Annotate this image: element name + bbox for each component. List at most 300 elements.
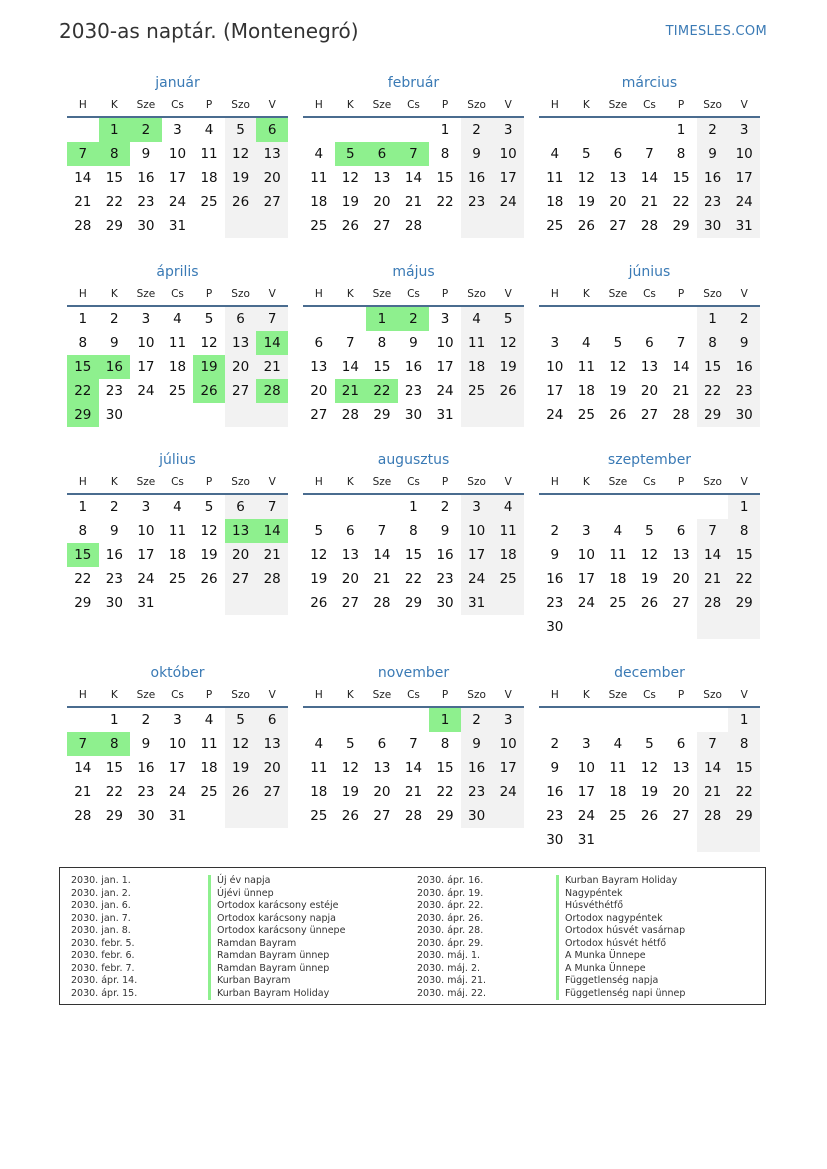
day-cell: 22: [728, 780, 760, 804]
empty-cell: [697, 615, 729, 639]
day-cell: 14: [256, 331, 288, 355]
weekday-label: P: [205, 476, 213, 488]
day-cell: 26: [225, 190, 257, 214]
day-cell: 10: [137, 523, 155, 539]
day-cell: 22: [366, 379, 398, 403]
day-cell: 9: [110, 523, 119, 539]
day-cell: 17: [168, 170, 187, 186]
legend-date: 2030. jan. 2.: [71, 887, 131, 899]
weekday-label: P: [441, 689, 449, 701]
day-cell: 4: [613, 523, 623, 539]
day-cell: 20: [341, 571, 359, 587]
day-cell: 17: [168, 760, 187, 776]
empty-cell: [162, 591, 194, 615]
weekday-label: Szo: [703, 689, 722, 701]
day-cell: 23: [546, 808, 564, 824]
day-cell: 23: [461, 780, 493, 804]
day-cell: 27: [609, 218, 627, 234]
day-cell: 21: [404, 194, 423, 210]
day-cell: 2: [110, 499, 119, 515]
month-name: február: [387, 75, 440, 91]
day-cell: 28: [373, 595, 391, 611]
day-cell: 1: [440, 122, 450, 138]
day-grid: [539, 708, 760, 852]
day-cell: 4: [314, 146, 324, 162]
day-cell: 13: [373, 170, 391, 186]
weekday-label: V: [268, 476, 276, 488]
empty-cell: [335, 708, 367, 732]
legend-holiday-name: Kurban Bayram Holiday: [208, 988, 345, 1001]
empty-cell: [225, 804, 257, 828]
day-cell: 6: [377, 736, 387, 752]
weekday-label: H: [78, 689, 87, 701]
day-cell: 20: [373, 194, 391, 210]
weekday-label: Cs: [171, 476, 184, 488]
weekday-header: [539, 94, 760, 118]
empty-cell: [665, 495, 697, 519]
empty-cell: [225, 403, 257, 427]
month-name: július: [159, 452, 196, 468]
weekday-label: Szo: [703, 476, 722, 488]
day-cell: 29: [105, 218, 123, 234]
empty-cell: [225, 214, 257, 238]
legend-holiday-name: Ramdan Bayram ünnep: [208, 950, 345, 963]
day-cell: 10: [461, 519, 493, 543]
day-grid: [539, 495, 760, 639]
weekday-header: [539, 283, 760, 307]
day-cell: 24: [436, 383, 454, 399]
weekday-label: Cs: [643, 99, 656, 111]
day-cell: 24: [577, 808, 595, 824]
day-cell: 8: [409, 523, 418, 539]
day-cell: 22: [67, 379, 99, 403]
empty-cell: [335, 118, 367, 142]
day-cell: 28: [341, 407, 359, 423]
day-cell: 17: [546, 383, 564, 399]
weekday-header: [67, 684, 288, 708]
empty-cell: [728, 615, 760, 639]
weekday-label: P: [205, 99, 213, 111]
weekday-label: V: [268, 288, 276, 300]
empty-cell: [366, 495, 398, 519]
weekday-label: Cs: [407, 476, 420, 488]
day-cell: 14: [74, 760, 92, 776]
weekday-label: Cs: [407, 689, 420, 701]
weekday-label: Sze: [136, 689, 156, 701]
day-cell: 27: [310, 407, 328, 423]
weekday-label: V: [740, 288, 748, 300]
day-cell: 5: [645, 523, 654, 539]
day-cell: 20: [640, 383, 659, 399]
weekday-label: H: [78, 99, 87, 111]
day-cell: 18: [310, 784, 328, 800]
weekday-label: Cs: [171, 288, 184, 300]
empty-cell: [429, 214, 461, 238]
day-cell: 15: [373, 359, 391, 375]
day-cell: 30: [137, 218, 155, 234]
month-name: január: [155, 75, 200, 91]
month-block: [539, 72, 760, 238]
day-cell: 16: [461, 166, 493, 190]
weekday-label: H: [314, 99, 323, 111]
month-name: december: [614, 665, 685, 681]
day-cell: 18: [200, 170, 218, 186]
legend-date: 2030. máj. 2.: [417, 962, 481, 974]
day-cell: 24: [546, 407, 564, 423]
day-cell: 20: [609, 194, 627, 210]
legend-date: 2030. ápr. 22.: [417, 900, 484, 911]
day-cell: 27: [672, 808, 690, 824]
weekday-header: [303, 471, 524, 495]
day-cell: 21: [373, 571, 391, 587]
day-cell: 6: [256, 118, 288, 142]
weekday-label: H: [550, 99, 559, 111]
empty-cell: [492, 591, 524, 615]
day-cell: 15: [728, 543, 760, 567]
day-cell: 21: [404, 784, 423, 800]
day-cell: 24: [137, 383, 155, 399]
day-cell: 2: [461, 118, 493, 142]
empty-cell: [602, 307, 634, 331]
day-cell: 24: [577, 595, 595, 611]
empty-cell: [256, 403, 288, 427]
legend-holiday-name: Ortodox nagypéntek: [556, 913, 685, 926]
weekday-label: V: [504, 288, 512, 300]
weekday-label: K: [346, 99, 354, 111]
day-cell: 12: [640, 547, 659, 563]
day-cell: 10: [577, 547, 595, 563]
empty-cell: [602, 118, 634, 142]
legend-holiday-name: Ortodox karácsony napja: [208, 913, 345, 926]
weekday-label: Sze: [608, 689, 628, 701]
day-cell: 25: [609, 595, 627, 611]
day-cell: 7: [67, 732, 99, 756]
weekday-header: [303, 94, 524, 118]
day-cell: 16: [728, 355, 760, 379]
empty-cell: [130, 403, 162, 427]
day-cell: 2: [440, 499, 450, 515]
day-cell: 31: [577, 832, 595, 848]
day-cell: 16: [99, 355, 131, 379]
day-cell: 15: [697, 355, 729, 379]
day-cell: 16: [404, 359, 423, 375]
empty-cell: [492, 804, 524, 828]
day-cell: 5: [613, 335, 623, 351]
day-cell: 9: [409, 335, 418, 351]
day-cell: 27: [256, 780, 288, 804]
weekday-label: Szo: [703, 288, 722, 300]
day-grid: [67, 708, 288, 828]
empty-cell: [67, 118, 99, 142]
day-cell: 9: [697, 142, 729, 166]
weekday-label: Cs: [643, 476, 656, 488]
day-cell: 13: [672, 760, 690, 776]
day-cell: 31: [168, 218, 187, 234]
legend-holiday-name: Függetlenség napi ünnep: [556, 988, 685, 1001]
month-block: [303, 662, 524, 828]
day-cell: 19: [640, 571, 659, 587]
day-cell: 12: [609, 359, 627, 375]
day-cell: 15: [728, 756, 760, 780]
day-cell: 5: [645, 736, 654, 752]
day-cell: 13: [310, 359, 328, 375]
day-cell: 26: [640, 808, 659, 824]
legend-date: 2030. ápr. 29.: [417, 937, 484, 949]
day-cell: 18: [168, 359, 187, 375]
day-cell: 1: [99, 118, 131, 142]
weekday-label: H: [314, 689, 323, 701]
weekday-header: [539, 684, 760, 708]
weekday-label: H: [550, 476, 559, 488]
day-cell: 29: [105, 808, 123, 824]
day-cell: 4: [204, 712, 214, 728]
empty-cell: [256, 591, 288, 615]
day-cell: 20: [256, 756, 288, 780]
legend-date: 2030. jan. 8.: [71, 925, 131, 936]
day-cell: 28: [74, 218, 92, 234]
legend-holiday-name: Ortodox karácsony ünnepe: [208, 925, 345, 938]
legend-date: 2030. ápr. 19.: [417, 887, 484, 899]
day-cell: 12: [577, 170, 595, 186]
day-cell: 11: [168, 335, 187, 351]
day-cell: 26: [341, 218, 359, 234]
day-cell: 2: [398, 307, 430, 331]
day-cell: 6: [346, 523, 355, 539]
month-name: április: [156, 264, 199, 280]
weekday-label: K: [346, 689, 354, 701]
weekday-label: Szo: [703, 99, 722, 111]
day-cell: 7: [377, 523, 387, 539]
empty-cell: [193, 214, 225, 238]
day-cell: 23: [404, 383, 423, 399]
day-cell: 27: [225, 567, 257, 591]
day-cell: 26: [225, 780, 257, 804]
day-cell: 13: [609, 170, 627, 186]
weekday-label: Cs: [407, 99, 420, 111]
empty-cell: [366, 708, 398, 732]
day-cell: 21: [256, 543, 288, 567]
day-cell: 12: [640, 760, 659, 776]
day-cell: 3: [550, 335, 560, 351]
day-cell: 8: [78, 335, 88, 351]
day-cell: 11: [546, 170, 564, 186]
brand-link[interactable]: TIMESLES.COM: [665, 24, 767, 39]
day-cell: 10: [168, 736, 187, 752]
legend-holiday-name: Új év napja: [208, 875, 345, 888]
day-cell: 10: [492, 732, 524, 756]
day-cell: 14: [697, 543, 729, 567]
day-cell: 14: [373, 547, 391, 563]
day-cell: 25: [200, 194, 218, 210]
day-cell: 31: [461, 591, 493, 615]
empty-cell: [665, 828, 697, 852]
day-cell: 19: [193, 355, 225, 379]
day-cell: 28: [672, 407, 690, 423]
day-cell: 8: [377, 335, 387, 351]
day-cell: 14: [341, 359, 359, 375]
day-cell: 24: [728, 190, 760, 214]
day-cell: 14: [697, 756, 729, 780]
day-cell: 6: [676, 523, 686, 539]
empty-cell: [67, 708, 99, 732]
day-cell: 21: [256, 355, 288, 379]
holiday-legend: [59, 867, 766, 1005]
day-cell: 10: [577, 760, 595, 776]
weekday-label: Sze: [372, 689, 392, 701]
weekday-label: H: [78, 476, 87, 488]
day-cell: 23: [546, 595, 564, 611]
day-cell: 15: [672, 170, 690, 186]
day-cell: 7: [697, 732, 729, 756]
weekday-label: Szo: [467, 476, 486, 488]
legend-date: 2030. ápr. 15.: [71, 987, 138, 999]
weekday-label: K: [346, 288, 354, 300]
day-cell: 14: [672, 359, 690, 375]
legend-holiday-name: Ortodox karácsony estéje: [208, 900, 345, 913]
day-cell: 23: [728, 379, 760, 403]
day-cell: 29: [436, 808, 454, 824]
day-cell: 21: [74, 784, 92, 800]
legend-date: 2030. febr. 5.: [71, 937, 135, 949]
day-cell: 13: [640, 359, 659, 375]
day-cell: 8: [440, 736, 450, 752]
weekday-label: Szo: [467, 99, 486, 111]
day-cell: 5: [346, 736, 355, 752]
empty-cell: [602, 708, 634, 732]
day-cell: 16: [436, 547, 454, 563]
day-cell: 11: [609, 760, 627, 776]
day-cell: 1: [409, 499, 418, 515]
day-cell: 15: [67, 355, 99, 379]
day-cell: 24: [492, 190, 524, 214]
empty-cell: [571, 615, 603, 639]
day-cell: 19: [341, 194, 359, 210]
empty-cell: [539, 307, 571, 331]
day-cell: 18: [609, 571, 627, 587]
day-cell: 19: [640, 784, 659, 800]
empty-cell: [366, 118, 398, 142]
day-cell: 15: [105, 170, 123, 186]
weekday-label: K: [110, 288, 118, 300]
weekday-label: V: [740, 99, 748, 111]
day-cell: 21: [74, 194, 92, 210]
day-cell: 24: [137, 571, 155, 587]
day-cell: 18: [461, 355, 493, 379]
day-cell: 20: [225, 355, 257, 379]
day-cell: 4: [204, 122, 214, 138]
weekday-label: P: [441, 476, 449, 488]
day-cell: 19: [577, 194, 595, 210]
day-cell: 11: [310, 170, 328, 186]
day-cell: 7: [409, 736, 418, 752]
weekday-label: H: [314, 476, 323, 488]
day-cell: 2: [110, 311, 119, 327]
day-cell: 18: [577, 383, 595, 399]
legend-holiday-name: A Munka Ünnepe: [556, 950, 685, 963]
day-cell: 19: [609, 383, 627, 399]
day-cell: 7: [398, 142, 430, 166]
weekday-label: Sze: [372, 99, 392, 111]
day-cell: 13: [672, 547, 690, 563]
day-cell: 27: [640, 407, 659, 423]
empty-cell: [634, 307, 666, 331]
empty-cell: [697, 708, 729, 732]
legend-holiday-name: Kurban Bayram: [208, 975, 345, 988]
day-cell: 17: [492, 756, 524, 780]
empty-cell: [571, 307, 603, 331]
day-cell: 28: [256, 379, 288, 403]
day-cell: 1: [676, 122, 686, 138]
legend-holiday-name: Újévi ünnep: [208, 888, 345, 901]
day-cell: 20: [310, 383, 328, 399]
day-cell: 11: [492, 519, 524, 543]
empty-cell: [225, 591, 257, 615]
weekday-label: Sze: [136, 99, 156, 111]
weekday-label: Szo: [231, 99, 250, 111]
day-cell: 14: [404, 760, 423, 776]
day-cell: 1: [429, 708, 461, 732]
weekday-label: K: [110, 689, 118, 701]
weekday-label: Cs: [171, 99, 184, 111]
day-cell: 13: [341, 547, 359, 563]
day-cell: 3: [728, 118, 760, 142]
day-cell: 26: [310, 595, 328, 611]
day-cell: 6: [645, 335, 654, 351]
day-cell: 22: [728, 567, 760, 591]
day-cell: 7: [256, 307, 288, 331]
empty-cell: [571, 118, 603, 142]
day-cell: 22: [105, 194, 123, 210]
weekday-label: P: [205, 689, 213, 701]
day-cell: 9: [440, 523, 450, 539]
day-cell: 22: [404, 571, 423, 587]
day-cell: 9: [110, 335, 119, 351]
day-cell: 3: [582, 523, 591, 539]
weekday-label: Szo: [467, 288, 486, 300]
day-cell: 2: [728, 307, 760, 331]
day-cell: 3: [492, 118, 524, 142]
weekday-label: V: [740, 689, 748, 701]
day-cell: 16: [137, 760, 155, 776]
day-cell: 4: [461, 307, 493, 331]
day-cell: 3: [582, 736, 591, 752]
legend-holiday-name: Ramdan Bayram: [208, 938, 345, 951]
day-cell: 21: [335, 379, 367, 403]
weekday-label: V: [268, 689, 276, 701]
day-cell: 11: [310, 760, 328, 776]
day-cell: 27: [373, 808, 391, 824]
empty-cell: [728, 828, 760, 852]
day-cell: 16: [546, 571, 564, 587]
day-cell: 3: [173, 712, 182, 728]
day-cell: 3: [461, 495, 493, 519]
day-cell: 8: [676, 146, 686, 162]
weekday-label: P: [677, 689, 685, 701]
day-cell: 13: [256, 142, 288, 166]
weekday-label: Szo: [231, 689, 250, 701]
day-cell: 14: [640, 170, 659, 186]
day-grid: [539, 118, 760, 238]
empty-cell: [303, 708, 335, 732]
day-cell: 17: [137, 359, 155, 375]
day-cell: 6: [676, 736, 686, 752]
legend-date: 2030. ápr. 14.: [71, 975, 138, 986]
empty-cell: [571, 708, 603, 732]
weekday-label: K: [110, 99, 118, 111]
day-grid: [67, 495, 288, 615]
day-cell: 29: [74, 595, 92, 611]
weekday-label: K: [582, 689, 590, 701]
